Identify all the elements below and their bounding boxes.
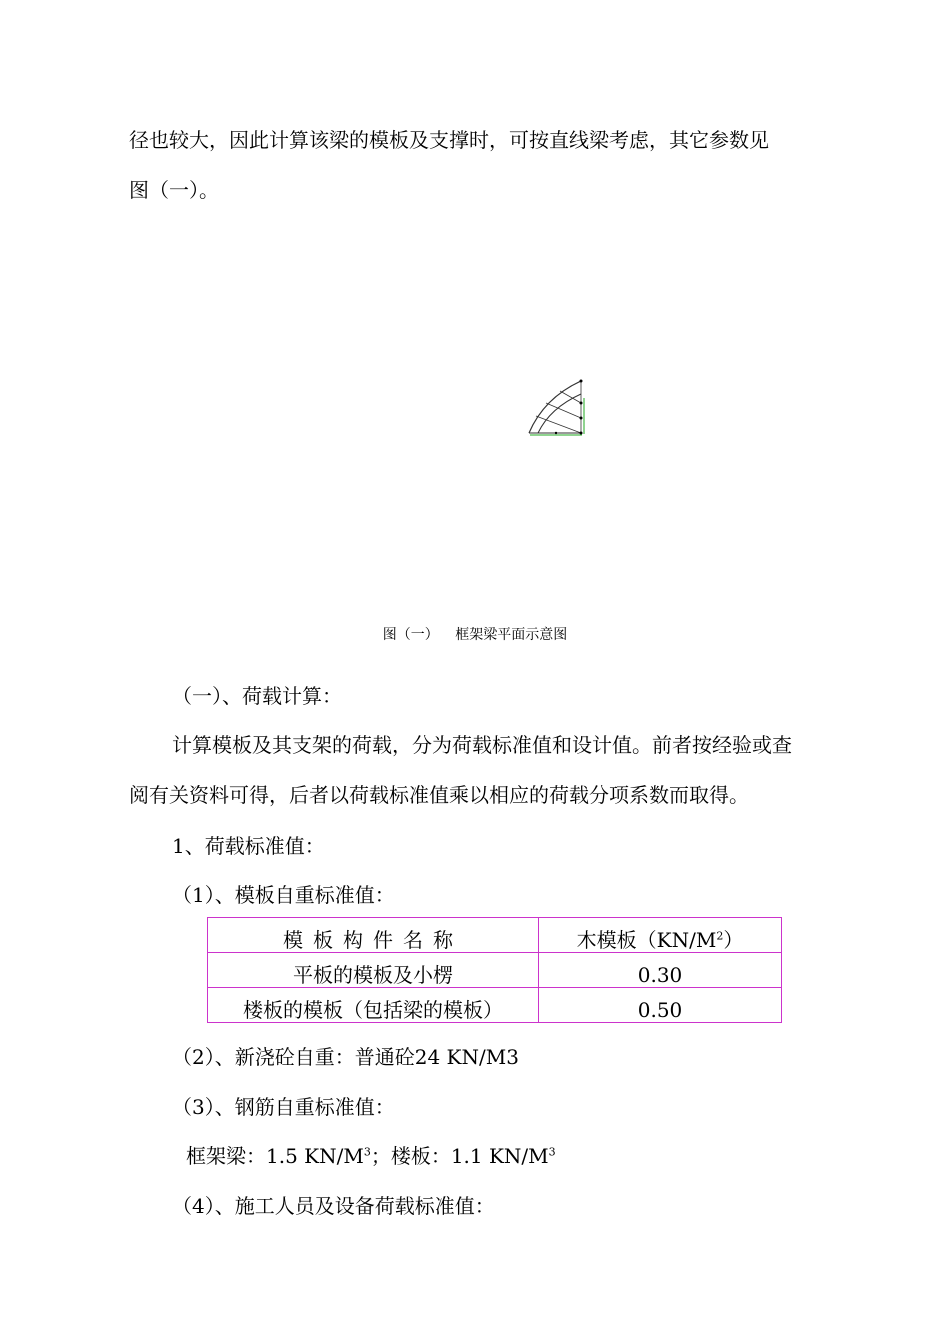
- intro-line-2: 图（一）。: [129, 178, 219, 202]
- table-cell-value: 0.30: [539, 953, 782, 988]
- section-para-line-2: 阅有关资料可得，后者以荷载标准值乘以相应的荷载分项系数而取得。: [129, 783, 749, 807]
- table-header-name: 模板构件名称: [208, 918, 539, 953]
- intro-line-1: 径也较大，因此计算该梁的模板及支撑时，可按直线梁考虑，其它参数见: [129, 128, 769, 152]
- table-cell-name: 平板的模板及小楞: [208, 953, 539, 988]
- item-formwork-weight: （1）、模板自重标准值：: [172, 883, 395, 907]
- item-concrete-weight: （2）、新浇砼自重：普通砼24 KN/M3: [172, 1045, 519, 1069]
- table-header-value: 木模板$(KN/M^2)$: [539, 918, 782, 953]
- section-heading: （一）、荷载计算：: [172, 684, 342, 708]
- item-rebar-weight: （3）、钢筋自重标准值：: [172, 1095, 395, 1119]
- item-rebar-weight-detail: 框架梁：1.5 $KN/M^3$；楼板：1.1 $KN/M^3$: [186, 1144, 556, 1168]
- formwork-weight-table: [207, 917, 782, 1023]
- figure-caption-label: 图（一）: [382, 627, 439, 643]
- beam-plan-figure: [526, 378, 586, 438]
- table-row: [208, 953, 782, 988]
- table-header-row: [208, 918, 782, 953]
- item-load-standard: 1、荷载标准值：: [172, 834, 325, 858]
- table-cell-value: 0.50: [539, 988, 782, 1023]
- section-para-line-1: 计算模板及其支架的荷载，分为荷载标准值和设计值。前者按经验或查: [172, 733, 792, 757]
- table-cell-name: 楼板的模板（包括梁的模板）: [208, 988, 539, 1023]
- item-construction-load: （4）、施工人员及设备荷载标准值：: [172, 1194, 495, 1218]
- figure-caption-title: 框架梁平面示意图: [455, 627, 568, 643]
- figure-caption: [0, 624, 950, 644]
- table-row: [208, 988, 782, 1023]
